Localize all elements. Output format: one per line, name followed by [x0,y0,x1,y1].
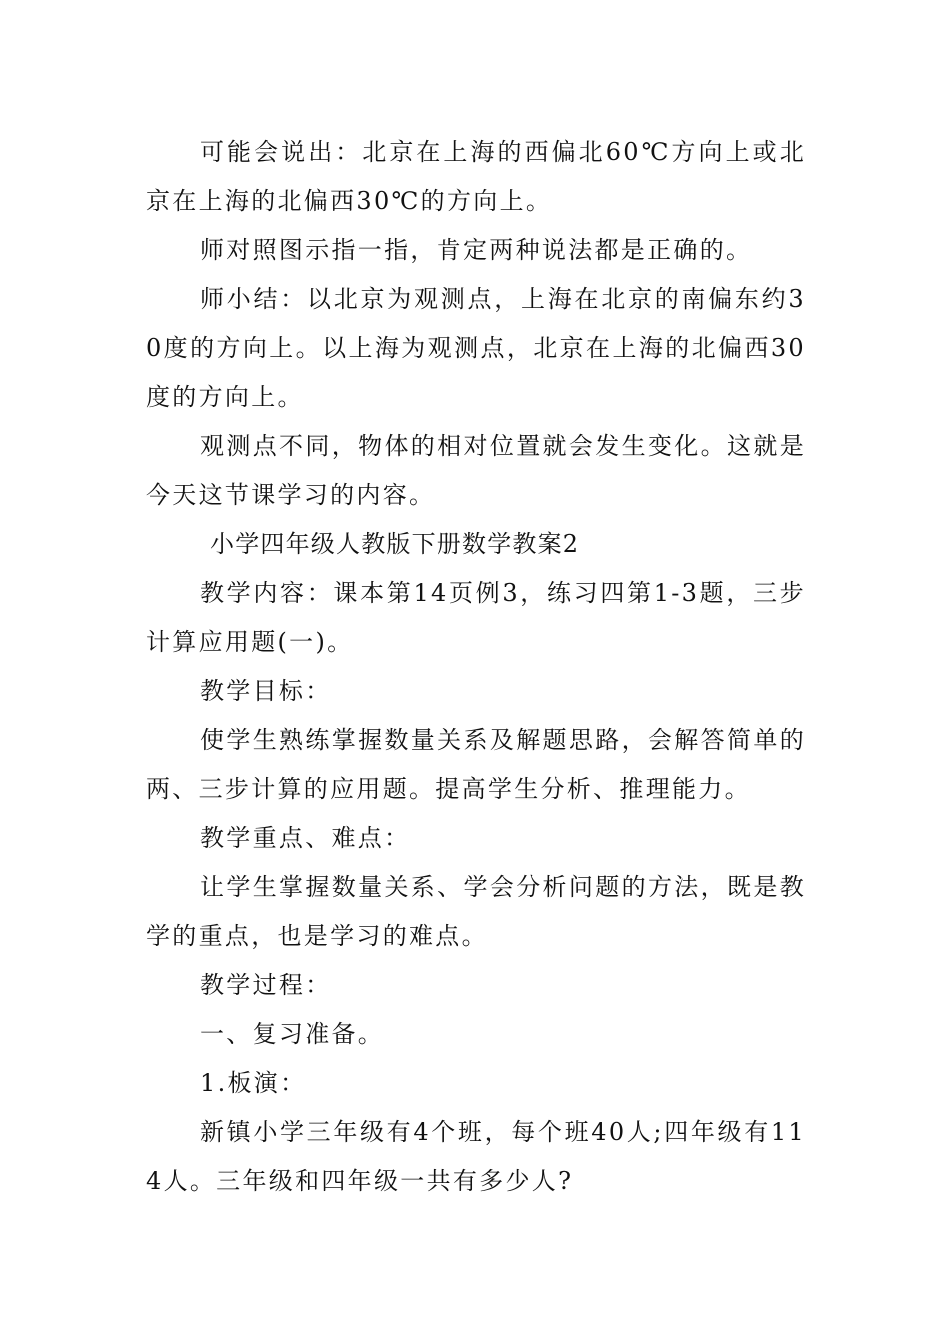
document-body [146,128,806,1206]
paragraph-direction-statement: 可能会说出：北京在上海的西偏北60℃方向上或北京在上海的北偏西30℃的方向上。 [146,138,806,215]
paragraph-word-problem: 新镇小学三年级有4个班，每个班40人;四年级有114人。三年级和四年级一共有多少人? [146,1118,806,1195]
paragraph-teaching-goals: 使学生熟练掌握数量关系及解题思路，会解答简单的两、三步计算的应用题。提高学生分析、推理能力。 [146,726,806,803]
paragraph-key-points: 让学生掌握数量关系、学会分析问题的方法，既是教学的重点，也是学习的难点。 [146,873,806,950]
paragraph-observation-point: 观测点不同，物体的相对位置就会发生变化。这就是今天这节课学习的内容。 [146,432,806,509]
paragraph-teacher-summary: 师小结：以北京为观测点，上海在北京的南偏东约30度的方向上。以上海为观测点，北京在上海的北偏西30度的方向上。 [146,285,806,411]
paragraph-key-points-label: 教学重点、难点： [200,824,411,852]
paragraph-teaching-content: 教学内容：课本第14页例3，练习四第1-3题，三步计算应用题(一)。 [146,579,806,656]
paragraph-teaching-goals-label: 教学目标： [200,677,332,705]
paragraph-review-prep: 一、复习准备。 [200,1020,385,1048]
paragraph-board-demo: 1.板演： [200,1069,307,1097]
paragraph-process-label: 教学过程： [200,971,332,999]
paragraph-teacher-confirms: 师对照图示指一指，肯定两种说法都是正确的。 [200,236,753,264]
section-title: 小学四年级人教版下册数学教案2 [210,530,580,558]
